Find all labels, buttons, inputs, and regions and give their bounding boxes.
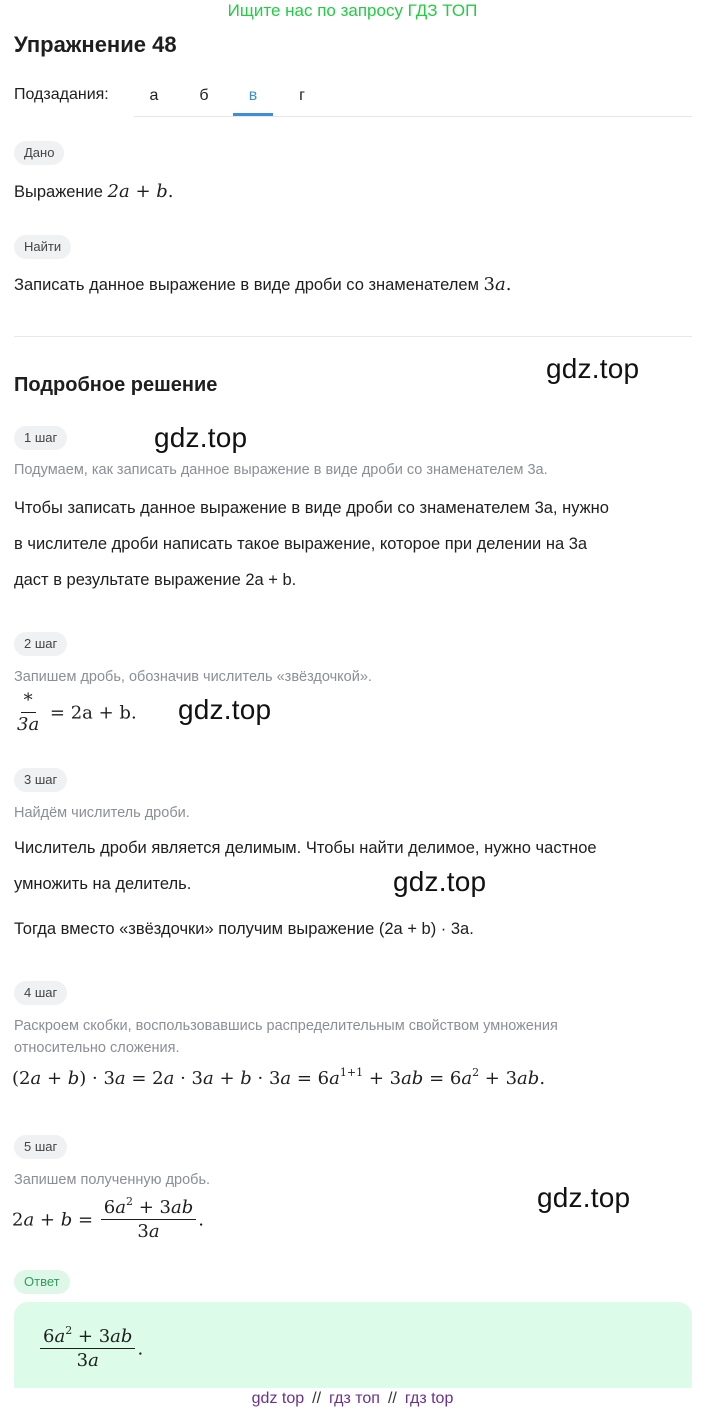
step-3-line-3: Тогда вместо «звёздочки» получим выражение (2a + b) · 3a. bbox=[14, 920, 474, 938]
step-3-line-1: Числитель дроби является делимым. Чтобы найти делимое, нужно частное bbox=[14, 839, 597, 857]
answer-formula: $\frac{6a^2 + 3ab}{3a}$ . bbox=[38, 1326, 143, 1373]
step-4-hint-1: Раскроем скобки, воспользовавшись распределительным свойством умножения bbox=[14, 1018, 558, 1034]
footer-links bbox=[0, 1390, 705, 1408]
step-5-lhs: 2a + b = bbox=[12, 1209, 94, 1231]
fraction bbox=[101, 1197, 196, 1244]
step-5-pill: 5 шаг bbox=[14, 1135, 67, 1159]
step-1-pill: 1 шаг bbox=[14, 426, 67, 450]
step-5-formula: 2a + b = $\frac{6a^2 + 3ab}{3a}$ . bbox=[12, 1195, 204, 1242]
watermark: gdz.top bbox=[537, 1182, 631, 1213]
given-text: Выражение bbox=[14, 183, 103, 201]
search-banner: Ищите нас по запросу ГДЗ ТОП bbox=[227, 1, 478, 20]
watermark: gdz.top bbox=[178, 694, 272, 725]
answer-pill: Ответ bbox=[14, 1270, 70, 1294]
fraction-denominator: 3a bbox=[137, 1221, 160, 1242]
fraction bbox=[14, 690, 42, 737]
step-1-line-2: в числителе дроби написать такое выражение, которое при делении на 3a bbox=[14, 535, 588, 553]
step-5-hint: Запишем полученную дробь. bbox=[14, 1172, 211, 1188]
step-2-rhs: = 2a + b. bbox=[49, 702, 137, 724]
find-text-row bbox=[14, 267, 511, 303]
watermark: gdz.top bbox=[393, 866, 487, 897]
find-pill: Найти bbox=[14, 235, 71, 259]
fraction-numerator: $6a^2 + 3ab$ bbox=[101, 1197, 196, 1220]
step-1-line-1: Чтобы записать данное выражение в виде дроби со знаменателем 3a, нужно bbox=[14, 499, 609, 517]
step-1-hint: Подумаем, как записать данное выражение в виде дроби со знаменателем 3a. bbox=[14, 462, 548, 478]
fraction-numerator: * bbox=[21, 690, 36, 713]
find-expr: 3a. bbox=[483, 274, 512, 295]
step-3-pill: 3 шаг bbox=[14, 768, 67, 792]
watermark: gdz.top bbox=[546, 353, 640, 384]
step-4-hint-2: относительно сложения. bbox=[14, 1040, 180, 1056]
divider bbox=[14, 336, 692, 337]
solution-title: Подробное решение bbox=[14, 374, 218, 396]
tab-b[interactable]: б bbox=[199, 87, 209, 104]
step-2-hint: Запишем дробь, обозначив числитель «звёздочкой». bbox=[14, 669, 372, 685]
footer-separator: // bbox=[312, 1390, 322, 1407]
step-3-hint: Найдём числитель дроби. bbox=[14, 805, 190, 821]
footer-link[interactable]: гдз топ bbox=[329, 1390, 380, 1407]
find-text: Записать данное выражение в виде дроби со знаменателем bbox=[14, 276, 479, 294]
footer-link[interactable]: gdz top bbox=[251, 1390, 305, 1407]
fraction-numerator: $6a^2 + 3ab$ bbox=[40, 1326, 135, 1349]
step-4-pill: 4 шаг bbox=[14, 981, 67, 1005]
subtask-tabs bbox=[134, 76, 692, 117]
fraction bbox=[40, 1326, 135, 1373]
fraction-denominator: 3a bbox=[76, 1350, 99, 1371]
step-3-line-2: умножить на делитель. bbox=[14, 875, 192, 893]
footer-link[interactable]: гдз top bbox=[404, 1390, 454, 1407]
exercise-title: Упражнение 48 bbox=[14, 32, 177, 57]
given-pill: Дано bbox=[14, 141, 64, 165]
step-4-formula: $(2a + b) \cdot 3a = 2a \cdot 3a + b \cdot 3a = 6a^{1+1} + 3ab = 6a^2 + 3ab$. bbox=[12, 1066, 546, 1089]
footer-separator: // bbox=[387, 1390, 397, 1407]
given-expr: 2a + b. bbox=[107, 181, 174, 202]
tab-a[interactable]: а bbox=[149, 87, 159, 104]
subtasks-label: Подзадания: bbox=[14, 86, 109, 103]
tab-v[interactable]: в bbox=[233, 76, 273, 116]
step-1-line-3: даст в результате выражение 2a + b. bbox=[14, 571, 297, 589]
step-2-pill: 2 шаг bbox=[14, 632, 67, 656]
given-text-row bbox=[14, 174, 174, 210]
tab-g[interactable]: г bbox=[299, 87, 305, 104]
watermark: gdz.top bbox=[154, 422, 248, 453]
fraction-denominator: 3a bbox=[17, 714, 40, 735]
step-2-formula bbox=[12, 690, 137, 737]
